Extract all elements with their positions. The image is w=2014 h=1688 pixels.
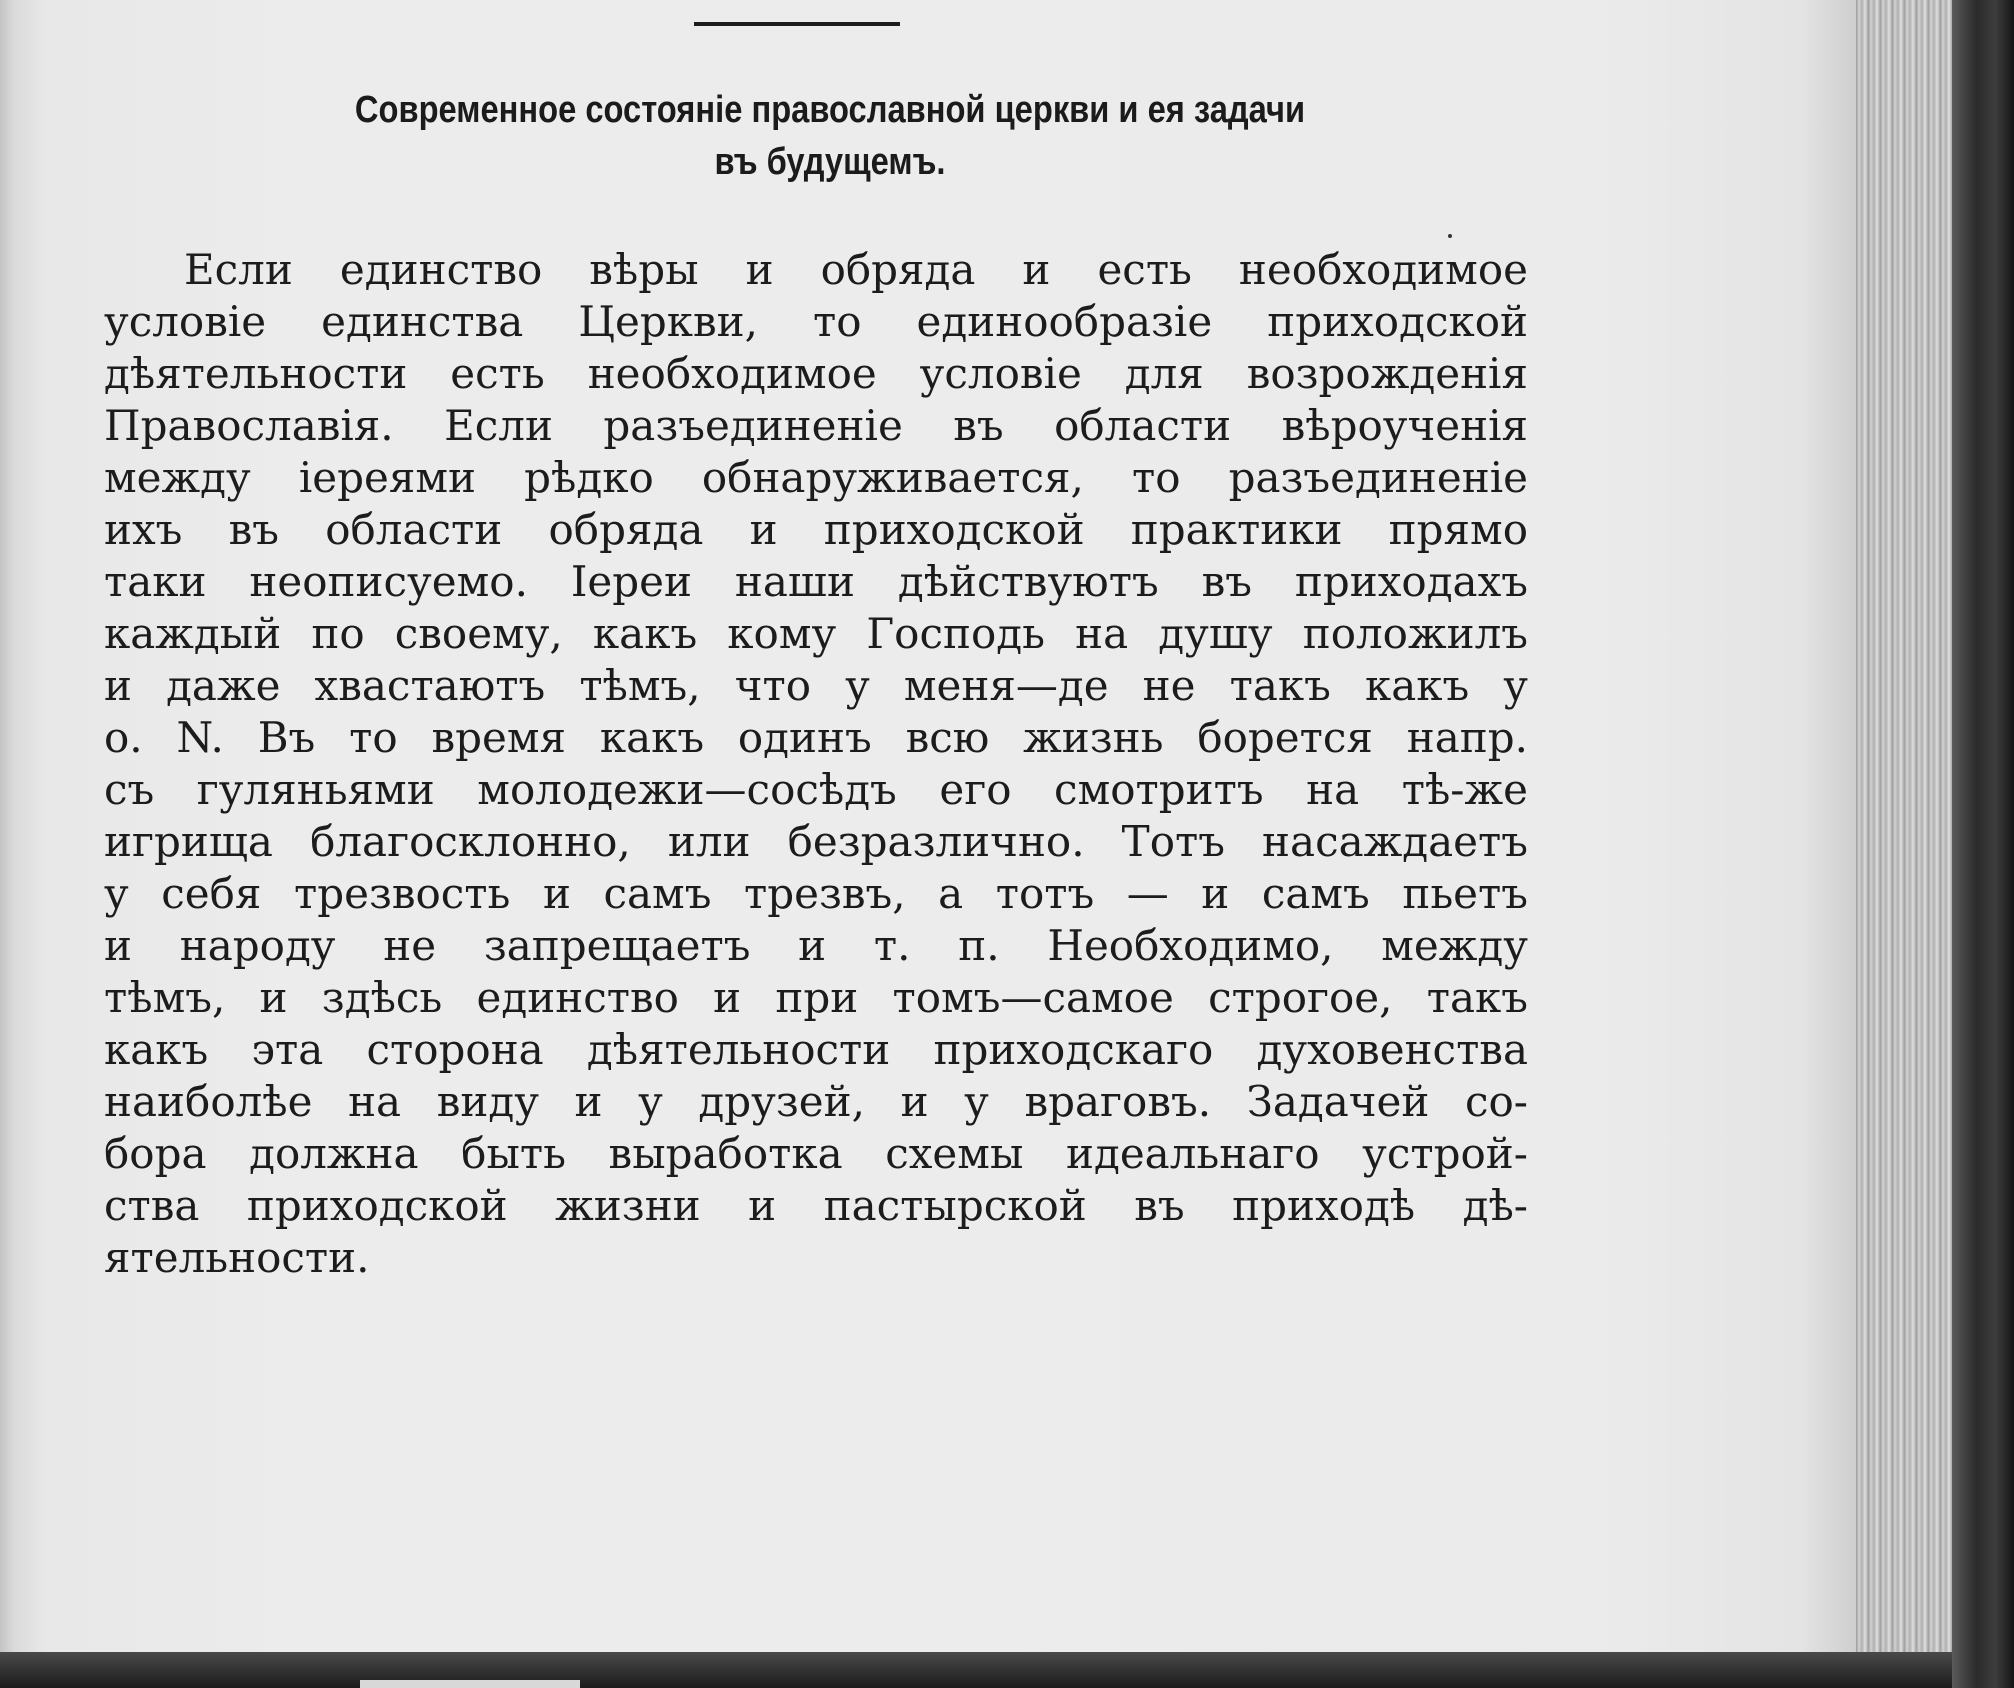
paragraph-line: дѣятельности есть необходимое условiе для возрожденiя <box>104 349 1528 398</box>
title-line-2: въ будущемъ. <box>714 141 946 183</box>
paragraph-line: ихъ въ области обряда и приходской практики прямо <box>104 505 1528 554</box>
page-stack-edge <box>1856 0 1952 1652</box>
paragraph-line: бора должна быть выработка схемы идеальнаго устрой- <box>104 1129 1528 1178</box>
paragraph-line: съ гуляньями молодежи—сосѣдъ его смотритъ на тѣ-же <box>104 765 1528 814</box>
book-bottom-edge <box>0 1652 1952 1688</box>
ink-speck <box>1448 234 1452 238</box>
paragraph-line: и народу не запрещаетъ и т. п. Необходимо, между <box>104 921 1528 970</box>
paragraph-line: о. N. Въ то время какъ одинъ всю жизнь борется напр. <box>104 713 1528 762</box>
paragraph-line: ства приходской жизни и пастырской въ приходѣ дѣ- <box>104 1181 1528 1230</box>
paragraph-line: игрища благосклонно, или безразлично. Тотъ насаждаетъ <box>104 817 1528 866</box>
paragraph-line: и даже хвастаютъ тѣмъ, что у меня—де не такъ какъ у <box>104 661 1528 710</box>
paragraph-line: наиболѣе на виду и у друзей, и у враговъ. Задачей со- <box>104 1077 1528 1126</box>
paragraph-line: условiе единства Церкви, то единообразiе приходской <box>104 297 1528 346</box>
book-cover-edge <box>1952 0 2014 1688</box>
title-line-1: Современное состоянiе православной церкви и ея задачи <box>354 89 1306 131</box>
body-paragraph <box>104 244 1528 1284</box>
paragraph-line: каждый по своему, какъ кому Господь на душу положилъ <box>104 609 1528 658</box>
paragraph-line: тѣмъ, и здѣсь единство и при томъ—самое строгое, такъ <box>104 973 1528 1022</box>
article-title <box>202 84 1458 188</box>
paragraph-line: Православiя. Если разъединенiе въ области вѣроученiя <box>104 401 1528 450</box>
bottom-paper-strip <box>360 1680 580 1688</box>
paragraph-line: Если единство вѣры и обряда и есть необходимое <box>184 245 1528 294</box>
paragraph-line: у себя трезвость и самъ трезвъ, а тотъ — и самъ пьетъ <box>104 869 1528 918</box>
paragraph-line: таки неописуемо. Iереи наши дѣйствуютъ въ приходахъ <box>104 557 1528 606</box>
paragraph-line: какъ эта сторона дѣятельности приходскаго духовенства <box>104 1025 1528 1074</box>
paragraph-line: ятельности. <box>104 1233 370 1282</box>
section-rule <box>694 22 900 26</box>
paragraph-line: между iереями рѣдко обнаруживается, то разъединенiе <box>104 453 1528 502</box>
